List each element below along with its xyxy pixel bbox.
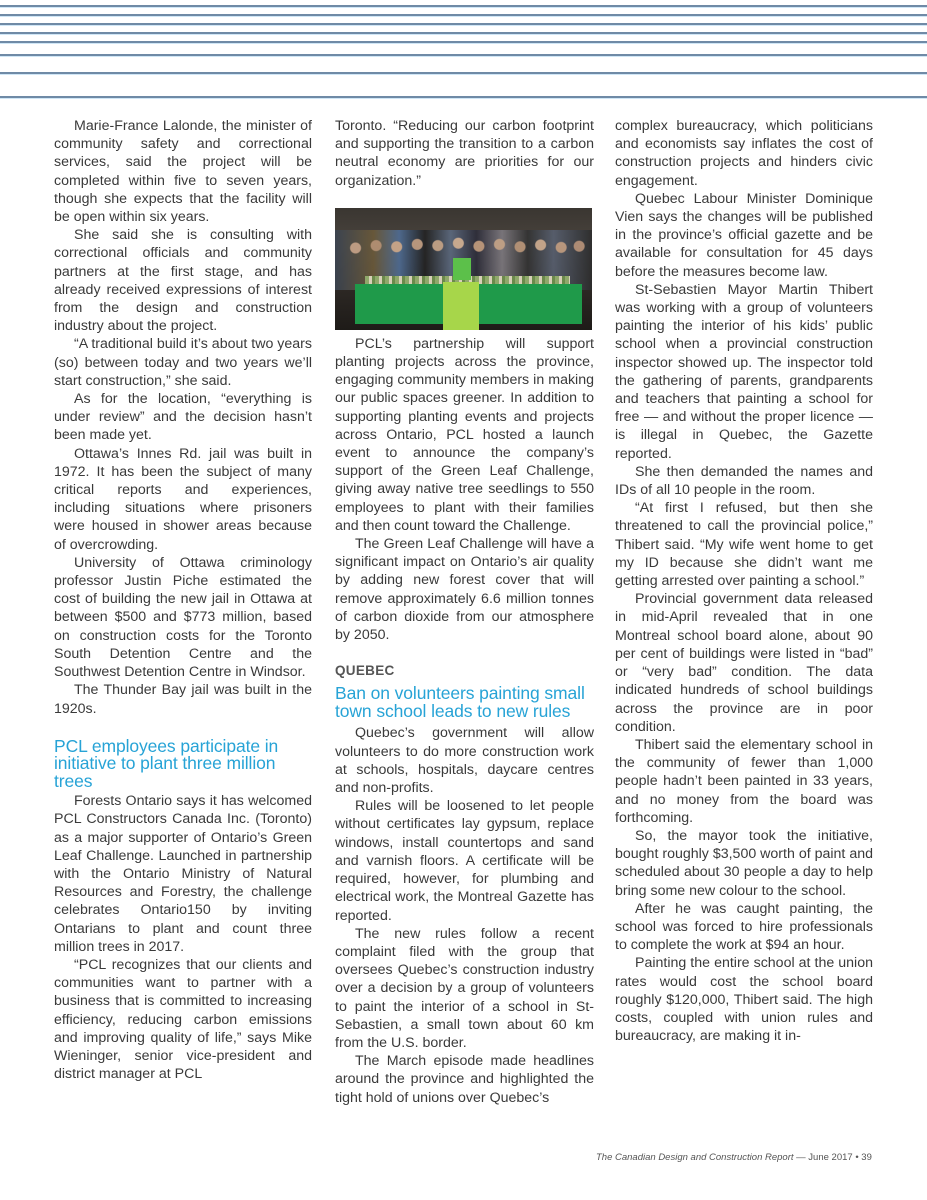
body-paragraph: Provincial government data released in mid-April revealed that in one Montreal school board alone, about 90 per cent of buildings were listed in “bad” or “very bad” condition. The data indicated hundreds of school buildings across the province are in poor condition.	[615, 591, 873, 735]
body-paragraph: “PCL recognizes that our clients and communities want to partner with a business that is committed to increasing efficiency, reducing carbon emissions and improving quality of life,” says Mike Wieninger, senior vice-president and district manager at PCL	[54, 957, 312, 1083]
header-rule	[0, 14, 927, 16]
page-footer	[596, 1152, 872, 1163]
header-rule	[0, 96, 927, 98]
body-paragraph: After he was caught painting, the school was forced to hire professionals to complete the work at $94 an hour.	[615, 900, 873, 954]
body-paragraph: PCL’s partnership will support planting projects across the province, engaging community members in making our public spaces greener. In addition to supporting planting events and projects across Ontario, PCL hosted a launch event to announce the company’s support of the Green Leaf Challenge, giving away native tree seedlings to 550 employees to plant with their families and then count toward the Challenge.	[335, 335, 594, 534]
issue-date: June 2017	[808, 1152, 853, 1163]
body-paragraph: The new rules follow a recent complaint filed with the group that oversees Quebec’s construction industry over a decision by a group of volunteers to paint the interior of a school in St-Sebastien, a small town about 60 km from the U.S. border.	[335, 925, 594, 1051]
body-paragraph: As for the location, “everything is under review” and the decision hasn’t been made yet.	[54, 391, 312, 444]
body-paragraph: Painting the entire school at the union rates would cost the school board roughly $120,000, Thibert said. The high costs, coupled with union rules and bureaucracy, are making it in-	[615, 955, 873, 1045]
footer-separator: —	[796, 1152, 806, 1163]
article-headline-pcl: PCL employees participate in initiative to plant three million trees	[54, 735, 279, 791]
continued-paragraph: complex bureaucracy, which politicians and economists say inflates the cost of construction projects and hinders civic engagement.	[615, 118, 873, 189]
publication-name: The Canadian Design and Construction Report	[596, 1152, 794, 1163]
header-rule	[0, 5, 927, 7]
article-headline-quebec: Ban on volunteers painting small town school leads to new rules	[335, 683, 585, 721]
photo-box	[453, 258, 471, 280]
body-paragraph: Ottawa’s Innes Rd. jail was built in 1972. It has been the subject of many critical reports and experiences, including situations where prisoners were housed in shower areas because of overcrowding.	[54, 445, 312, 553]
body-paragraph: The Thunder Bay jail was built in the 1920s.	[54, 682, 312, 717]
body-paragraph: Marie-France Lalonde, the minister of community safety and correctional services, said the project will be completed within five to seven years, though she expects that the facility will be open within six years.	[54, 118, 312, 226]
body-paragraph: Forests Ontario says it has welcomed PCL Constructors Canada Inc. (Toronto) as a major supporter of Ontario’s Green Leaf Challenge. Launched in partnership with the Ontario Ministry of Natural Resources and Forestry, the challenge celebrates Ontario150 by inviting Ontarians to plant and count three million trees in 2017.	[54, 793, 312, 955]
body-paragraph: So, the mayor took the initiative, bought roughly $3,500 worth of paint and scheduled about 30 people a day to help bring some new colour to the school.	[615, 827, 873, 899]
body-paragraph: University of Ottawa criminology professor Justin Piche estimated the cost of building the new jail in Ottawa at between $500 and $773 million, based on construction costs for the Toronto South Detention Centre and the Southwest Detention Centre in Windsor.	[54, 554, 312, 681]
header-rule	[0, 72, 927, 74]
photo-banner	[443, 282, 479, 330]
body-paragraph: Quebec’s government will allow volunteers to do more construction work at schools, hospitals, daycare centres and non-profits.	[335, 725, 594, 797]
page-number: 39	[861, 1152, 872, 1163]
body-paragraph: “A traditional build it’s about two years (so) between today and two years we’ll start construction,” she said.	[54, 336, 312, 389]
column-3	[615, 117, 873, 1045]
body-paragraph: Rules will be loosened to let people without certificates lay gypsum, replace windows, install countertops and sand and varnish floors. A certificate will be required, however, for plumbing and electrical work, the Montreal Gazette has reported.	[335, 798, 594, 924]
header-rule	[0, 23, 927, 25]
section-kicker: QUEBEC	[335, 663, 395, 679]
column-2	[335, 117, 594, 1107]
body-paragraph: Thibert said the elementary school in the community of fewer than 1,000 people hadn’t been painted in 33 years, and no money from the board was forthcoming.	[615, 736, 873, 826]
header-rule	[0, 32, 927, 34]
event-photo	[335, 208, 592, 330]
body-paragraph: St-Sebastien Mayor Martin Thibert was working with a group of volunteers painting the interior of his kids’ public school when a provincial construction inspector showed up. The inspector told the gathering of parents, grandparents and teachers that painting a school for free — and without the proper licence — is illegal in Quebec, the Gazette reported.	[615, 281, 873, 462]
body-paragraph: She then demanded the names and IDs of all 10 people in the room.	[615, 463, 873, 499]
header-rule	[0, 54, 927, 56]
body-paragraph: The Green Leaf Challenge will have a significant impact on Ontario’s air quality by adding new forest cover that will remove approximately 6.6 million tonnes of carbon dioxide from our atmosphere by 2050.	[335, 536, 594, 644]
continued-paragraph: Toronto. “Reducing our carbon footprint and supporting the transition to a carbon neutral economy are priorities for our organization.”	[335, 118, 594, 189]
column-1	[54, 117, 312, 1083]
body-paragraph: She said she is consulting with correctional officials and community partners at the first stage, and has already received expressions of interest from the design and construction industry about the project.	[54, 227, 312, 335]
body-paragraph: Quebec Labour Minister Dominique Vien says the changes will be published in the province’s official gazette and be available for consultation for 45 days before the measures become law.	[615, 190, 873, 280]
header-rule	[0, 41, 927, 43]
body-paragraph: The March episode made headlines around the province and highlighted the tight hold of unions over Quebec’s	[335, 1053, 594, 1106]
body-paragraph: “At first I refused, but then she threatened to call the provincial police,” Thibert said. “My wife went home to get my ID because she didn’t want me getting arrested over painting a school.”	[615, 500, 873, 590]
page-separator: •	[855, 1152, 859, 1163]
